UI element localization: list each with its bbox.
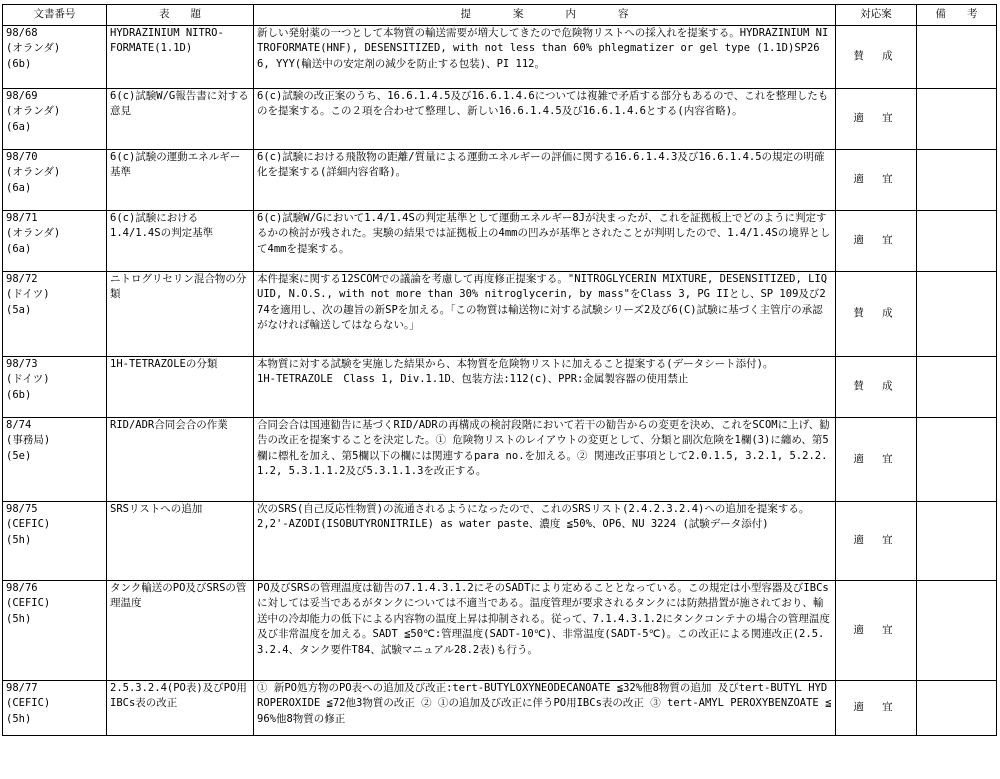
proposal-paragraph: 本件提案に関する12SCOMでの議論を考慮して再度修正提案する。"NITROGLYCERIN MIXTURE, DESENSITIZED, LIQUID, N.O.S., with not more than 30% nitroglycerin, by mass"をClass 3, PG IIとし、SP 109及び274を適用し、次の趣旨の新SPを加える。「この物質は輸送物に対する試験シリーズ2及び6(C)試験に基づく主管庁の承認がなければ輸送してはならない。」 bbox=[257, 273, 828, 332]
proposal-cell bbox=[254, 150, 836, 211]
doc-number-line: 8/74 bbox=[6, 419, 32, 431]
response-cell: 適 宜 bbox=[836, 211, 917, 272]
title-cell bbox=[107, 272, 254, 357]
header-doc-no: 文書番号 bbox=[3, 5, 107, 26]
doc-number-cell bbox=[3, 681, 107, 736]
remarks-cell bbox=[917, 581, 997, 681]
proposal-paragraph: ① 新PO処方物のPO表への追加及び改正:tert-BUTYLOXYNEODECANOATE ≦32%他8物質の追加 及びtert-BUTYL HYDROPEROXIDE ≦72他3物質の改正 ② ①の追加及び改正に伴うPO用IBCs表の改正 ③ tert-AMYL PEROXYBENZOATE ≦96%他8物質の修正 bbox=[257, 682, 832, 725]
table-row bbox=[3, 357, 997, 418]
remarks-cell bbox=[917, 681, 997, 736]
doc-number-line: 98/68 bbox=[6, 27, 38, 39]
doc-number-cell bbox=[3, 272, 107, 357]
proposal-paragraph: 6(c)試験の改正案のうち、16.6.1.4.5及び16.6.1.4.6については複雑で矛盾する部分もあるので、これを整理したものを提案する。この２項を合わせて整理し、新しい16.6.1.4.5及び16.6.1.4.6とする(内容省略)。 bbox=[257, 90, 829, 118]
proposal-cell bbox=[254, 272, 836, 357]
title-line: 1H-TETRAZOLEの分類 bbox=[110, 358, 218, 370]
remarks-cell bbox=[917, 502, 997, 581]
doc-number-cell bbox=[3, 581, 107, 681]
response-cell: 賛 成 bbox=[836, 26, 917, 89]
doc-number-line: (オランダ) bbox=[6, 227, 61, 240]
table-row bbox=[3, 89, 997, 150]
title-line: 6(c)試験W/G報告書に対する意見 bbox=[110, 90, 249, 118]
doc-number-line: 98/69 bbox=[6, 90, 38, 102]
proposal-paragraph: 6(c)試験W/Gにおいて1.4/1.4Sの判定基準として運動エネルギー8Jが決まったが、これを証拠板上でどのように判定するかの検討が残された。実験の結果では証拠板上の4mmの凹みが基準とされたことが判明したので、1.4/1.4Sの境界として4mmを提案する。 bbox=[257, 212, 831, 255]
title-cell bbox=[107, 502, 254, 581]
proposal-paragraph: PO及びSRSの管理温度は勧告の7.1.4.3.1.2にそのSADTにより定めることとなっている。この規定は小型容器及びIBCsに対しては妥当であるがタンクについては不適当である。温度管理が要求されるタンクには防熱措置が施されており、輸送中の冷却能力の低下による内容物の温度上昇は抑制される。従って、7.1.4.3.1.2にタンクコンテナの場合の管理温度及び非常温度を加える。SADT ≦50℃:管理温度(SADT-10℃)、非常温度(SADT-5℃)。この改正による関連改正(2.5.3.2.4、タンク要件T84、試験マニュアル28.2表)も行う。 bbox=[257, 582, 830, 656]
response-cell: 適 宜 bbox=[836, 418, 917, 502]
proposal-cell bbox=[254, 418, 836, 502]
header-proposal: 提 案 内 容 bbox=[254, 5, 836, 26]
doc-number-line: (5e) bbox=[6, 449, 32, 462]
title-line: タンク輸送のPO及びSRSの管理温度 bbox=[110, 582, 247, 610]
doc-number-cell bbox=[3, 211, 107, 272]
doc-number-line: (6a) bbox=[6, 120, 32, 133]
doc-number-cell bbox=[3, 418, 107, 502]
doc-number-line: (オランダ) bbox=[6, 166, 61, 179]
table-row bbox=[3, 150, 997, 211]
response-cell: 賛 成 bbox=[836, 357, 917, 418]
title-cell bbox=[107, 150, 254, 211]
title-cell bbox=[107, 681, 254, 736]
doc-number-line: (5a) bbox=[6, 303, 32, 316]
proposal-paragraph: 1H-TETRAZOLE Class 1, Div.1.1D、包装方法:112(c)、PPR:金属製容器の使用禁止 bbox=[257, 373, 689, 386]
header-title: 表 題 bbox=[107, 5, 254, 26]
doc-number-line: (5h) bbox=[6, 533, 32, 546]
doc-number-line: 98/70 bbox=[6, 151, 38, 163]
doc-number-cell bbox=[3, 502, 107, 581]
response-cell: 適 宜 bbox=[836, 681, 917, 736]
doc-number-cell bbox=[3, 357, 107, 418]
table-row bbox=[3, 681, 997, 736]
title-cell bbox=[107, 26, 254, 89]
doc-number-line: 98/72 bbox=[6, 273, 38, 285]
remarks-cell bbox=[917, 272, 997, 357]
remarks-cell bbox=[917, 150, 997, 211]
doc-number-line: (6a) bbox=[6, 242, 32, 255]
header-response: 対応案 bbox=[836, 5, 917, 26]
doc-number-line: 98/71 bbox=[6, 212, 38, 224]
remarks-cell bbox=[917, 89, 997, 150]
doc-number-line: (事務局) bbox=[6, 434, 51, 447]
title-line: 2.5.3.2.4(PO表)及びPO用IBCs表の改正 bbox=[110, 682, 247, 710]
title-line: HYDRAZINIUM NITRO- bbox=[110, 27, 224, 39]
doc-number-cell bbox=[3, 150, 107, 211]
table-row bbox=[3, 581, 997, 681]
table-body bbox=[3, 26, 997, 736]
proposal-cell bbox=[254, 681, 836, 736]
doc-number-line: (5h) bbox=[6, 612, 32, 625]
doc-number-line: 98/76 bbox=[6, 582, 38, 594]
remarks-cell bbox=[917, 418, 997, 502]
response-cell: 適 宜 bbox=[836, 150, 917, 211]
doc-number-line: (5h) bbox=[6, 712, 32, 725]
proposal-paragraph: 本物質に対する試験を実施した結果から、本物質を危険物リストに加えること提案する(データシート添付)。 bbox=[257, 358, 774, 370]
table-row bbox=[3, 502, 997, 581]
response-cell: 適 宜 bbox=[836, 581, 917, 681]
proposal-cell bbox=[254, 89, 836, 150]
response-cell: 適 宜 bbox=[836, 502, 917, 581]
proposal-paragraph: 6(c)試験における飛散物の距離/質量による運動エネルギーの評価に関する16.6.1.4.3及び16.6.1.4.5の規定の明確化を提案する(詳細内容省略)。 bbox=[257, 151, 825, 179]
title-line: 1.4/1.4Sの判定基準 bbox=[110, 227, 214, 240]
doc-number-line: (6b) bbox=[6, 57, 32, 70]
doc-number-line: 98/77 bbox=[6, 682, 38, 694]
doc-number-line: (CEFIC) bbox=[6, 518, 51, 531]
doc-number-line: (ドイツ) bbox=[6, 373, 50, 386]
doc-number-line: 98/75 bbox=[6, 503, 38, 515]
proposal-cell bbox=[254, 581, 836, 681]
proposal-cell bbox=[254, 211, 836, 272]
header-remarks: 備 考 bbox=[917, 5, 997, 26]
proposal-paragraph: 次のSRS(自己反応性物質)の流通されるようになったので、これのSRSリスト(2.4.2.3.2.4)への追加を提案する。 bbox=[257, 503, 810, 515]
table-row bbox=[3, 418, 997, 502]
remarks-cell bbox=[917, 26, 997, 89]
doc-number-cell bbox=[3, 26, 107, 89]
proposal-paragraph: 2,2'-AZODI(ISOBUTYRONITRILE) as water paste、濃度 ≦50%、OP6、NU 3224 (試験データ添付) bbox=[257, 518, 769, 531]
doc-number-line: (CEFIC) bbox=[6, 597, 51, 610]
remarks-cell bbox=[917, 211, 997, 272]
proposal-paragraph: 新しい発射薬の一つとして本物質の輸送需要が増大してきたので危険物リストへの採入れを提案する。HYDRAZINIUM NITROFORMATE(HNF), DESENSITIZED, with not less than 60% phlegmatizer or gel type (1.1D)SP266, YYY(輸送中の安定剤の減少を防止する包装)、PI 112。 bbox=[257, 27, 829, 70]
title-cell bbox=[107, 211, 254, 272]
doc-number-line: 98/73 bbox=[6, 358, 38, 370]
table-row bbox=[3, 272, 997, 357]
remarks-cell bbox=[917, 357, 997, 418]
proposal-cell bbox=[254, 357, 836, 418]
response-cell: 賛 成 bbox=[836, 272, 917, 357]
title-line: FORMATE(1.1D) bbox=[110, 42, 193, 55]
doc-number-line: (オランダ) bbox=[6, 42, 61, 55]
title-cell bbox=[107, 357, 254, 418]
title-line: 6(c)試験の運動エネルギー基準 bbox=[110, 151, 241, 179]
table-row bbox=[3, 26, 997, 89]
response-cell: 適 宜 bbox=[836, 89, 917, 150]
title-line: SRSリストへの追加 bbox=[110, 503, 203, 515]
title-line: RID/ADR合同会合の作業 bbox=[110, 419, 228, 431]
header-row bbox=[3, 5, 997, 26]
doc-number-line: (オランダ) bbox=[6, 105, 61, 118]
doc-number-line: (6a) bbox=[6, 181, 32, 194]
title-line: ニトログリセリン混合物の分類 bbox=[110, 273, 247, 301]
proposal-paragraph: 合同会合は国連勧告に基づくRID/ADRの再構成の検討段階において若干の勧告からの変更を決め、これをSCOMに上げ、勧告の改正を提案することを決定した。① 危険物リストのレイアウトの変更として、分類と副次危険を1欄(3)に纏め、第5欄に標札を加え、第5欄以下の欄には関連するpara no.を加える。② 関連改正事項として2.0.1.5, 3.2.1, 5.2.2.1.2, 5.3.1.1.2及び5.3.1.1.3を改正する。 bbox=[257, 419, 830, 478]
proposal-cell bbox=[254, 26, 836, 89]
title-cell bbox=[107, 581, 254, 681]
title-cell bbox=[107, 418, 254, 502]
doc-number-cell bbox=[3, 89, 107, 150]
proposal-cell bbox=[254, 502, 836, 581]
title-line: 6(c)試験における bbox=[110, 212, 199, 224]
table-row bbox=[3, 211, 997, 272]
doc-number-line: (CEFIC) bbox=[6, 697, 51, 710]
doc-number-line: (6b) bbox=[6, 388, 32, 401]
proposal-table bbox=[2, 4, 997, 736]
title-cell bbox=[107, 89, 254, 150]
doc-number-line: (ドイツ) bbox=[6, 288, 50, 301]
